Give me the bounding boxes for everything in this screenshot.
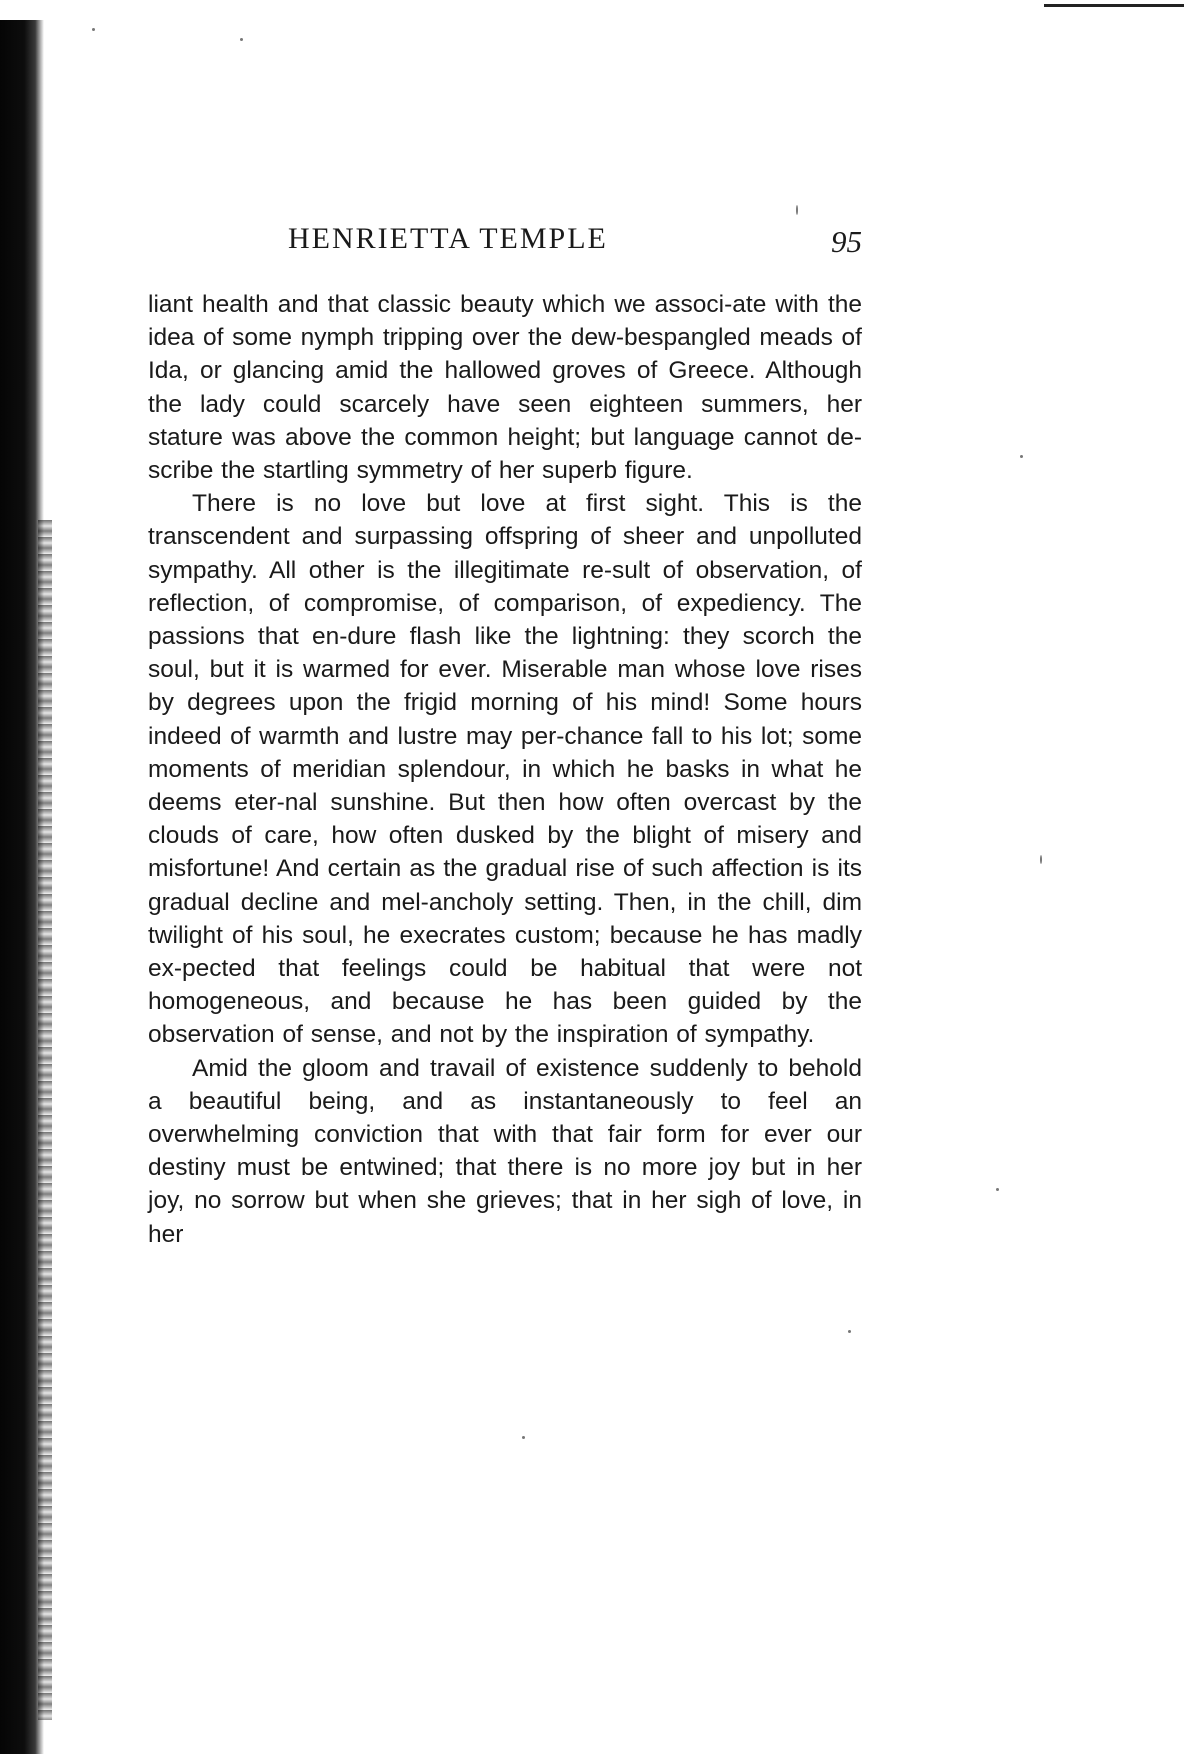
- body-text: [148, 288, 862, 1251]
- scan-speck: [522, 1436, 525, 1439]
- scan-speck: [996, 1188, 999, 1191]
- page-header: [148, 222, 862, 266]
- paragraph-2: There is no love but love at first sight. This is the transcendent and surpassing offspring of sheer and unpolluted sympathy. All other is the illegitimate re-sult of observation, of reflection, of compromise, of comparison, of expediency. The passions that en-dure flash like the lightning: they scorch the soul, but it is warmed for ever. Miserable man whose love rises by degrees upon the frigid morning of his mind! Some hours indeed of warmth and lustre may per-chance fall to his lot; some moments of meridian splendour, in which he basks in what he deems eter-nal sunshine. But then how often overcast by the clouds of care, how often dusked by the blight of misery and misfortune! And certain as the gradual rise of such affection is its gradual decline and mel-ancholy setting. Then, in the chill, dim twilight of his soul, he execrates custom; because he has madly ex-pected that feelings could be habitual that were not homogeneous, and because he has been guided by the observation of sense, and not by the inspiration of sympathy.: [148, 490, 862, 1049]
- binding-shadow: [0, 20, 44, 1754]
- page-number: 95: [831, 224, 862, 259]
- scan-speck: [1040, 855, 1042, 864]
- scan-speck: [92, 28, 95, 31]
- scan-speck: [240, 38, 243, 41]
- scan-speck: [848, 1330, 851, 1333]
- paragraph-1: liant health and that classic beauty which we associ-ate with the idea of some nymph tripping over the dew-bespangled meads of Ida, or glancing amid the hallowed groves of Greece. Although the lady could scarcely have seen eighteen summers, her stature was above the common height; but language cannot de-scribe the startling symmetry of her superb figure.: [148, 291, 862, 485]
- running-title: HENRIETTA TEMPLE: [288, 222, 608, 255]
- paragraph-3: Amid the gloom and travail of existence suddenly to behold a beautiful being, and as instantaneously to feel an overwhelming conviction that with that fair form for ever our destiny must be entwined; that there is no more joy but in her joy, no sorrow but when she grieves; that in her sigh of love, in her: [148, 1054, 862, 1248]
- top-edge-rule: [1044, 4, 1184, 7]
- scan-speck: [1020, 455, 1023, 458]
- scan-speck: [796, 205, 798, 215]
